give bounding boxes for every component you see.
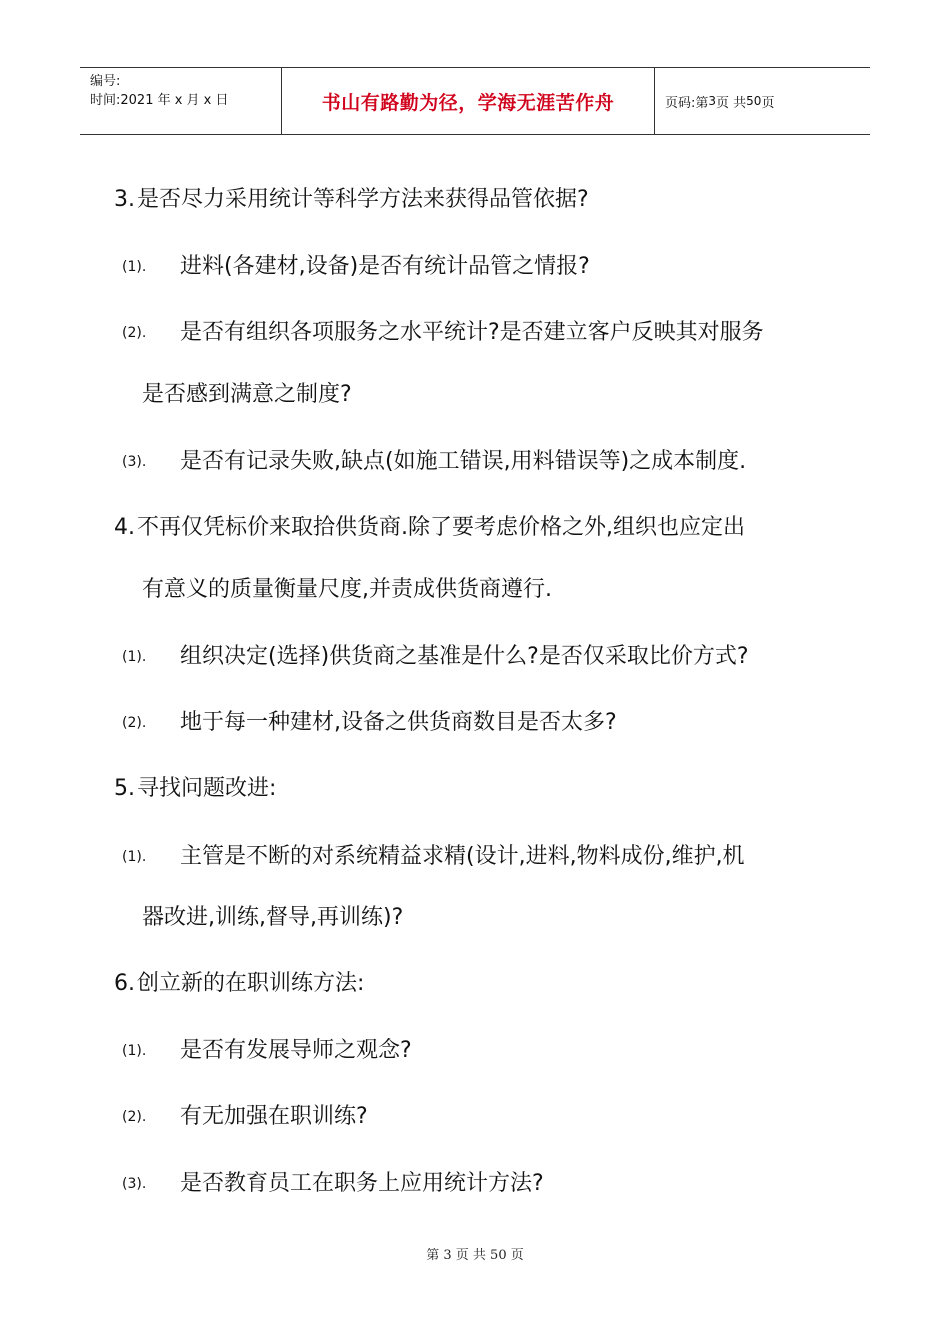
sub-item-text: 是否有记录失败,缺点(如施工错误,用料错误等)之成本制度.: [180, 449, 747, 474]
page-current: 3: [708, 94, 717, 108]
document-date-label: 时间:2021 年 x 月 x 日: [90, 93, 229, 108]
sub-item-number: (2).: [122, 325, 147, 341]
page-label: 页码:第: [665, 95, 709, 111]
section-heading: [114, 185, 589, 215]
sub-item: [122, 318, 764, 348]
sub-item-text: 主管是不断的对系统精益求精(设计,进料,物料成份,维护,机: [180, 844, 745, 869]
sub-item: [122, 708, 617, 738]
sub-item-number: (3).: [122, 454, 147, 470]
sub-item: [122, 1036, 412, 1066]
sub-item-text: 是否有发展导师之观念?: [180, 1038, 412, 1063]
sub-item-number: (1).: [122, 649, 147, 665]
section-text: 是否尽力采用统计等科学方法来获得品管依据?: [137, 187, 589, 212]
sub-item-text: 进料(各建材,设备)是否有统计品管之情报?: [180, 254, 590, 279]
section-number: 5.: [114, 776, 135, 801]
sub-item-text: 是否教育员工在职务上应用统计方法?: [180, 1171, 544, 1196]
header-motto: 书山有路勤为径，学海无涯苦作舟: [321, 91, 615, 114]
footer-page-number: 第 3 页 共 50 页: [426, 1248, 524, 1263]
sub-item: [122, 842, 745, 872]
sub-item-text: 地于每一种建材,设备之供货商数目是否太多?: [180, 710, 617, 735]
section-number: 6.: [114, 971, 135, 996]
sub-item-text: 是否有组织各项服务之水平统计?是否建立客户反映其对服务: [180, 320, 764, 345]
continuation-line: [142, 575, 552, 605]
page-footer: [0, 1244, 950, 1263]
section-heading: [114, 774, 276, 804]
continuation-text: 是否感到满意之制度?: [142, 382, 352, 407]
continuation-text: 有意义的质量衡量尺度,并责成供货商遵行.: [142, 577, 552, 602]
sub-item: [122, 447, 746, 477]
section-heading: [114, 969, 364, 999]
sub-item-number: (1).: [122, 849, 147, 865]
sub-item-number: (1).: [122, 259, 147, 275]
section-text: 寻找问题改进:: [137, 776, 277, 801]
sub-item-number: (1).: [122, 1043, 147, 1059]
section-number: 4.: [114, 515, 135, 540]
continuation-line: [142, 380, 352, 410]
sub-item-number: (2).: [122, 715, 147, 731]
section-text: 不再仅凭标价来取拾供货商.除了要考虑价格之外,组织也应定出: [137, 515, 745, 540]
sub-item-number: (3).: [122, 1176, 147, 1192]
section-heading: [114, 513, 745, 543]
sub-item: [122, 1169, 544, 1199]
sub-item: [122, 1102, 368, 1132]
sub-item: [122, 642, 749, 672]
sub-item-text: 有无加强在职训练?: [180, 1104, 368, 1129]
page-end-label: 页: [761, 95, 775, 111]
page-mid-label: 页 共: [716, 95, 747, 111]
section-number: 3.: [114, 187, 135, 212]
sub-item-number: (2).: [122, 1109, 147, 1125]
sub-item: [122, 252, 590, 282]
page-total: 50: [746, 94, 762, 108]
document-number-label: 编号:: [90, 74, 121, 89]
continuation-text: 器改进,训练,督导,再训练)?: [142, 905, 404, 930]
continuation-line: [142, 903, 403, 933]
sub-item-text: 组织决定(选择)供货商之基准是什么?是否仅采取比价方式?: [180, 644, 749, 669]
section-text: 创立新的在职训练方法:: [137, 971, 365, 996]
